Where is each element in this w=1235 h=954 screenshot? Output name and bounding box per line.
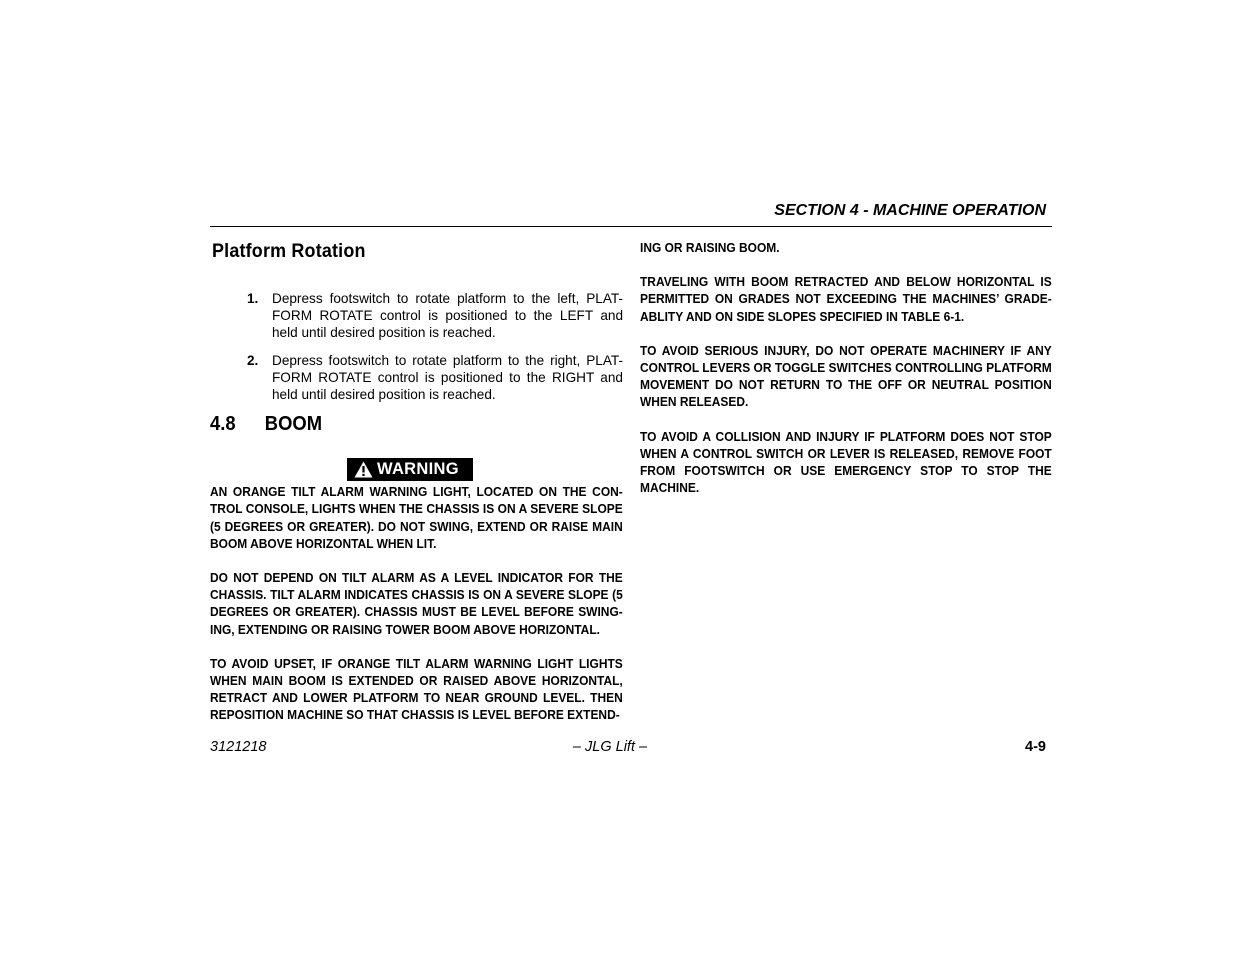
warning-paragraph: TO AVOID UPSET, IF ORANGE TILT ALARM WARNING LIGHT LIGHTS WHEN MAIN BOOM IS EXTENDED OR RAISED ABOVE HORIZONTAL, RETRACT AND LOWER PLATFORM TO NEAR GROUND LEVEL. THEN REPOSITION MACHINE SO THAT CHASSIS IS LEVEL BEFORE EXTEND- [210, 656, 623, 723]
warning-paragraph: TRAVELING WITH BOOM RETRACTED AND BELOW HORIZONTAL IS PERMITTED ON GRADES NOT EXCEEDING THE MACHINES’ GRADE-ABLITY AND ON SIDE SLOPES SPECIFIED IN TABLE 6-1. [640, 275, 1052, 324]
step-number: 2. [247, 352, 259, 368]
steps-list [210, 290, 623, 403]
footer-page-number: 4-9 [1025, 739, 1046, 755]
step-number: 1. [247, 291, 259, 306]
step-text: Depress footswitch to rotate platform to the left, PLAT-FORM ROTATE control is positioned to the LEFT and held until desired position is reached. [272, 291, 623, 341]
section-number: 4.8 [210, 413, 236, 436]
footer-doc-number: 3121218 [210, 739, 267, 755]
warning-label: WARNING [377, 460, 459, 479]
warning-paragraph: AN ORANGE TILT ALARM WARNING LIGHT, LOCATED ON THE CON-TROL CONSOLE, LIGHTS WHEN THE CHASSIS IS ON A SEVERE SLOPE (5 DEGREES OR GREATER). DO NOT SWING, EXTEND OR RAISE MAIN BOOM ABOVE HORIZONTAL WHEN LIT. [210, 485, 623, 551]
footer-publisher: – JLG Lift – [572, 739, 648, 755]
section-heading [210, 413, 590, 436]
right-column [640, 240, 1052, 514]
warning-triangle-icon [354, 461, 373, 478]
step-text: Depress footswitch to rotate platform to the right, PLAT-FORM ROTATE control is positioned to the RIGHT and held until desired position is reached. [272, 352, 623, 403]
header-rule [210, 226, 1052, 227]
warning-paragraph: TO AVOID SERIOUS INJURY, DO NOT OPERATE MACHINERY IF ANY CONTROL LEVERS OR TOGGLE SWITCHES CONTROLLING PLATFORM MOVEMENT DO NOT RETURN TO THE OFF OR NEUTRAL POSITION WHEN RELEASED. [640, 343, 1052, 410]
warning-paragraph: TO AVOID A COLLISION AND INJURY IF PLATFORM DOES NOT STOP WHEN A CONTROL SWITCH OR LEVER IS RELEASED, REMOVE FOOT FROM FOOTSWITCH OR USE EMERGENCY STOP TO STOP THE MACHINE. [640, 429, 1052, 496]
warning-badge [347, 458, 473, 481]
step-item [210, 290, 623, 342]
subheading-platform-rotation: Platform Rotation [212, 240, 366, 262]
step-item [210, 352, 623, 404]
section-header: SECTION 4 - MACHINE OPERATION [774, 202, 1046, 219]
warning-paragraph: DO NOT DEPEND ON TILT ALARM AS A LEVEL INDICATOR FOR THE CHASSIS. TILT ALARM INDICATES CHASSIS IS ON A SEVERE SLOPE (5 DEGREES OR GREATER). CHASSIS MUST BE LEVEL BEFORE SWING-ING, EXTENDING OR RAISING TOWER BOOM ABOVE HORIZONTAL. [210, 571, 623, 637]
left-column [210, 240, 623, 742]
warning-paragraph: ING OR RAISING BOOM. [640, 241, 780, 255]
section-title: BOOM [264, 413, 323, 436]
